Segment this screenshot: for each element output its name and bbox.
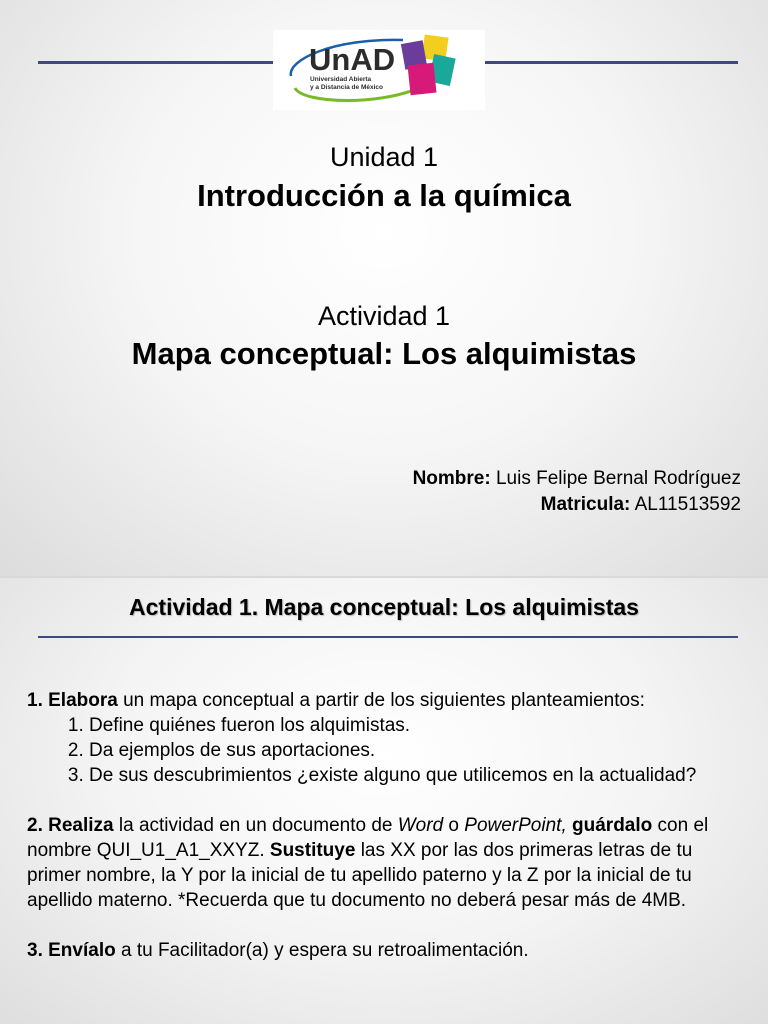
svg-text:y a Distancia de México: y a Distancia de México bbox=[310, 84, 383, 91]
unit-title: Introducción a la química bbox=[197, 178, 571, 213]
svg-text:Universidad Abierta: Universidad Abierta bbox=[310, 76, 372, 83]
instructions-title: Actividad 1. Mapa conceptual: Los alquimistas bbox=[129, 594, 639, 620]
slide-instructions bbox=[0, 578, 768, 1024]
list-item: 1. Define quiénes fueron los alquimistas. bbox=[89, 713, 747, 738]
unadm-logo bbox=[273, 30, 485, 110]
step-2-powerpoint: PowerPoint, bbox=[464, 815, 567, 836]
header-rule-left bbox=[38, 61, 274, 64]
step-1 bbox=[27, 688, 747, 713]
svg-text:UnAD: UnAD bbox=[309, 42, 396, 77]
step-2-number: 2. bbox=[27, 815, 49, 836]
student-name bbox=[413, 468, 741, 490]
header-rule-right bbox=[484, 61, 738, 64]
student-id-value: AL11513592 bbox=[630, 494, 741, 515]
step-2 bbox=[27, 813, 747, 913]
list-item: 2. Da ejemplos de sus aportaciones. bbox=[89, 738, 747, 763]
step-2-text-a: la actividad en un documento de bbox=[113, 815, 398, 836]
step-1-text: un mapa conceptual a partir de los siguientes planteamientos: bbox=[117, 690, 645, 711]
student-id-label: Matricula: bbox=[540, 494, 631, 515]
step-3-number: 3. bbox=[27, 940, 49, 961]
step-2-word: Word bbox=[397, 815, 444, 836]
student-name-value: Luis Felipe Bernal Rodríguez bbox=[490, 468, 741, 489]
activity-title: Mapa conceptual: Los alquimistas bbox=[131, 336, 637, 371]
step-2-text-e: las XX por las dos primeras letras de tu primer nombre, la Y por la inicial de tu apellido paterno y la Z por la inicial de tu apellido materno. *Recuerda que tu documento no deberá pesar más de 4MB. bbox=[27, 840, 693, 911]
student-name-label: Nombre: bbox=[412, 468, 491, 489]
step-1-number: 1. bbox=[27, 690, 49, 711]
unit-label: Unidad 1 bbox=[329, 142, 439, 172]
unadm-logo-graphic bbox=[273, 30, 485, 110]
step-1-list bbox=[27, 713, 747, 788]
step-1-verb: Elabora bbox=[48, 690, 118, 711]
step-2-verb: Realiza bbox=[48, 815, 114, 836]
step-2-save-verb: guárdalo bbox=[572, 815, 653, 836]
step-3-verb: Envíalo bbox=[48, 940, 116, 961]
step-2-text-b: o bbox=[443, 815, 465, 836]
step-3-text: a tu Facilitador(a) y espera su retroalimentación. bbox=[115, 940, 529, 961]
step-3 bbox=[27, 938, 747, 963]
student-id bbox=[541, 494, 741, 516]
instructions-title-rule bbox=[38, 636, 738, 638]
step-2-text-d: con el nombre QUI_U1_A1_XXYZ. bbox=[27, 815, 709, 861]
list-item: 3. De sus descubrimientos ¿existe alguno que utilicemos en la actualidad? bbox=[89, 763, 747, 788]
instructions-body bbox=[27, 688, 747, 963]
activity-label: Actividad 1 bbox=[317, 301, 451, 331]
step-2-replace-verb: Sustituye bbox=[269, 840, 356, 861]
